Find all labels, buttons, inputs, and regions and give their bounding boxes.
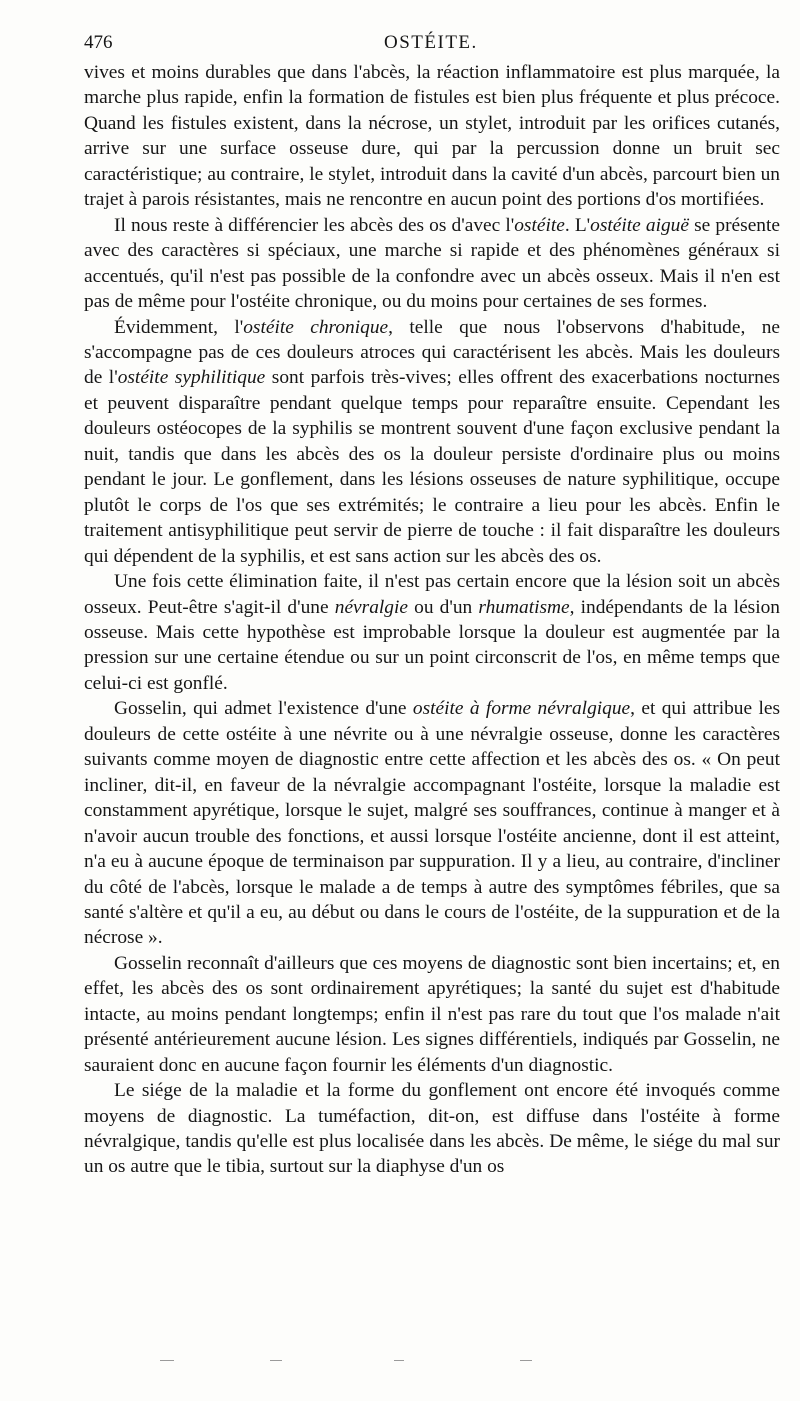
text-run: sont parfois très-vives; elles offrent des exacerbations nocturnes et peuvent disparaître pendant quelque temps pour reparaître ensuite. Cependant les douleurs ostéocopes de la syphilis se montrent souvent d'une façon exclusive pendant la nuit, tandis que dans les abcès des os la douleur persiste d'ordinaire plus ou moins pendant le jour. Le gonflement, dans les lésions osseuses de nature syphilitique, occupe plutôt le corps de l'os que ses extrémités; le contraire a lieu pour les abcès. Enfin le traitement antisyphilitique peut servir de pierre de touche : il fait disparaître les douleurs qui dépendent de la syphilis, et est sans action sur les abcès des os. — [84, 367, 780, 567]
paragraph — [84, 951, 780, 1078]
text-run: . L' — [564, 214, 591, 236]
text-run: Gosselin, qui admet l'existence d'une — [114, 698, 413, 720]
running-title: OSTÉITE. — [384, 32, 478, 53]
paragraph — [84, 213, 780, 315]
italic-term: ostéite syphilitique — [117, 367, 266, 389]
paragraph — [84, 60, 780, 213]
italic-term: ostéite chronique — [243, 316, 389, 338]
text-run: , telle que nous l'observons d'habitude, ne s'accompagne pas de ces douleurs atroces qui caractérisent les abcès. Mais les douleurs de l' — [84, 316, 780, 389]
paragraph — [84, 315, 780, 570]
paragraph — [84, 569, 780, 696]
running-head — [84, 30, 782, 58]
paragraph — [84, 1078, 780, 1180]
italic-term: névralgie — [334, 596, 408, 618]
italic-term: rhumatisme — [478, 596, 570, 618]
text-run: , indépendants de la lésion osseuse. Mais cette hypothèse est improbable lorsque la douleur est augmentée par la pression sur une certaine étendue ou sur un point circonscrit de l'os, en même temps que celui-ci est gonflé. — [84, 596, 780, 694]
paragraph — [84, 696, 780, 951]
text-run: Le siége de la maladie et la forme du gonflement ont encore été invoqués comme moyens de diagnostic. La tuméfaction, dit-on, est diffuse dans l'ostéite à forme névralgique, tandis qu'elle est plus localisée dans les abcès. De même, le siége du mal sur un os autre que le tibia, surtout sur la diaphyse d'un os — [84, 1080, 780, 1178]
italic-term: ostéite — [514, 214, 565, 236]
page-number: 476 — [84, 32, 113, 53]
body-text — [84, 60, 780, 1180]
text-run: ou d'un — [407, 596, 479, 618]
italic-term: ostéite à forme névralgique — [412, 698, 631, 720]
page-bottom-marks — [0, 1360, 800, 1380]
italic-term: ostéite aiguë — [590, 214, 689, 236]
text-run: se présente avec des caractères si spéciaux, une marche si rapide et des phénomènes généraux si accentués, qu'il n'est pas possible de la confondre avec un abcès osseux. Mais il n'en est pas de même pour l'ostéite chronique, ou du moins pour certaines de ses formes. — [84, 214, 780, 313]
text-run: vives et moins durables que dans l'abcès, la réaction inflammatoire est plus marquée, la marche plus rapide, enfin la formation de fistules est bien plus fréquente et plus précoce. Quand les fistules existent, dans la nécrose, un stylet, introduit par les orifices cutanés, arrive sur une surface osseuse dure, qui par la percussion donne un bruit sec caractéristique; au contraire, le stylet, introduit dans la cavité d'un abcès, parcourt bien un trajet à parois résistantes, mais ne rencontre en aucun point des portions d'os mortifiées. — [84, 62, 780, 211]
text-run: Évidemment, l' — [114, 316, 244, 338]
text-run: Une fois cette élimination faite, il n'est pas certain encore que la lésion soit un abcès osseux. Peut-être s'agit-il d'une — [84, 571, 780, 618]
text-run: , et qui attribue les douleurs de cette ostéite à une névrite ou à une névralgie osseuse, donne les caractères suivants comme moyen de diagnostic entre cette affection et les abcès des os. « On peut incliner, dit-il, en faveur de la névralgie accompagnant l'ostéite, lorsque la maladie est constamment apyrétique, lorsque le sujet, malgré ses souffrances, continue à manger et à n'avoir aucun trouble des fonctions, et aussi lorsque l'ostéite ancienne, dont il est atteint, n'a eu à aucune époque de terminaison par suppuration. Il y a lieu, au contraire, d'incliner du côté de l'abcès, lorsque le malade a de temps à autre des symptômes fébriles, que sa santé s'altère et qu'il a eu, au début ou dans le cours de l'ostéite, de la suppuration et de la nécrose ». — [84, 698, 780, 949]
text-run: Gosselin reconnaît d'ailleurs que ces moyens de diagnostic sont bien incertains; et, en effet, les abcès des os sont ordinairement apyrétiques; la santé du sujet est d'habitude intacte, au moins pendant longtemps; enfin il n'est pas rare du tout que l'os malade n'ait présenté antérieurement aucune lésion. Les signes différentiels, indiqués par Gosselin, ne sauraient donc en aucune façon fournir les éléments d'un diagnostic. — [84, 952, 780, 1076]
text-run: Il nous reste à différencier les abcès des os d'avec l' — [114, 214, 515, 236]
